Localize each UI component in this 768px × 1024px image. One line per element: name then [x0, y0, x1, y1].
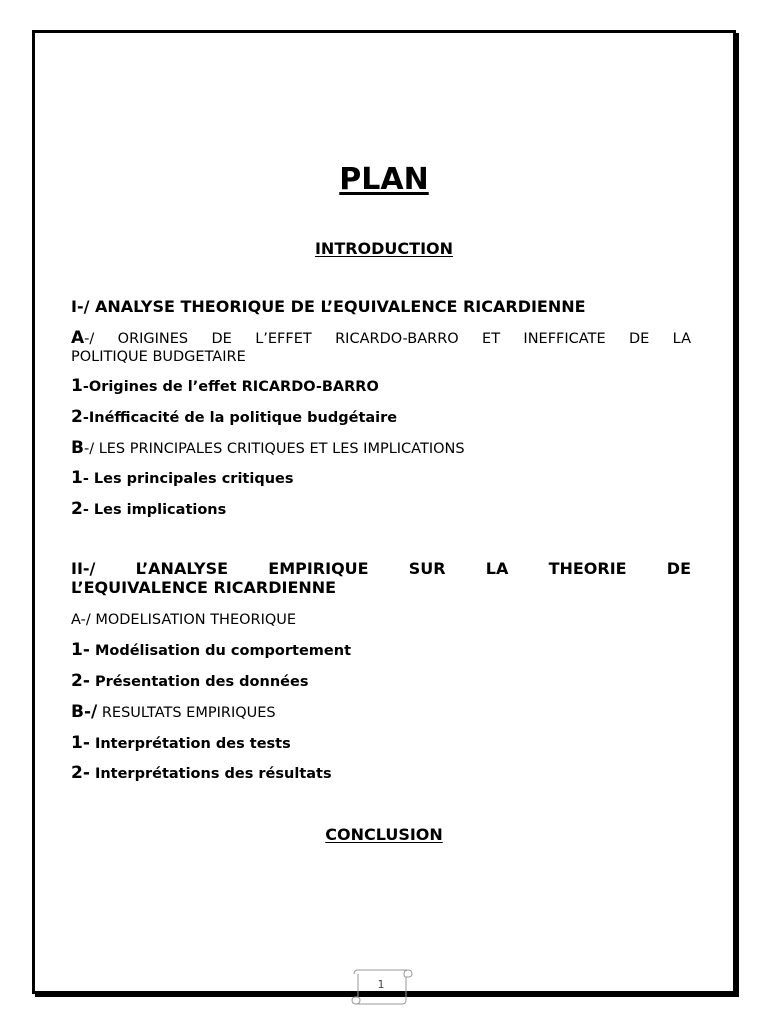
page-number: 1: [377, 978, 385, 991]
part1-b-heading: B-/ LES PRINCIPALES CRITIQUES ET LES IMPLICATIONS: [71, 438, 465, 458]
part2-a1-item: 1- Modélisation du comportement: [71, 640, 352, 660]
part2-heading-line1: II-/ L’ANALYSE EMPIRIQUE SUR LA THEORIE DE: [71, 559, 691, 578]
part2-b-heading: B-/ RESULTATS EMPIRIQUES: [71, 702, 276, 722]
part1-a-line2: POLITIQUE BUDGETAIRE: [71, 349, 246, 365]
part1-a2-item: 2-Inéfficacité de la politique budgétaire: [71, 407, 398, 427]
part1-b1-item: 1- Les principales critiques: [71, 468, 294, 488]
part2-a2-item: 2- Présentation des données: [71, 671, 309, 691]
part1-a1-item: 1-Origines de l’effet RICARDO-BARRO: [71, 376, 379, 396]
part1-b2-item: 2- Les implications: [71, 499, 227, 519]
page-number-scroll: [348, 966, 414, 1008]
part2-b2-item: 2- Interprétations des résultats: [71, 763, 332, 783]
part2-heading-line2: L’EQUIVALENCE RICARDIENNE: [71, 578, 337, 597]
part1-a-line1: A-/ ORIGINES DE L’EFFET RICARDO-BARRO ET INEFFICATE DE LA: [71, 328, 691, 348]
conclusion-heading: CONCLUSION: [325, 825, 443, 844]
part1-a-heading: [71, 329, 691, 366]
part2-a-heading: A-/ MODELISATION THEORIQUE: [71, 612, 297, 628]
part2-b1-item: 1- Interprétation des tests: [71, 733, 291, 753]
page-title: PLAN: [339, 162, 429, 197]
part2-heading: [71, 559, 691, 597]
introduction-heading: INTRODUCTION: [314, 239, 454, 258]
part1-heading: I-/ ANALYSE THEORIQUE DE L’EQUIVALENCE RICARDIENNE: [71, 297, 586, 316]
